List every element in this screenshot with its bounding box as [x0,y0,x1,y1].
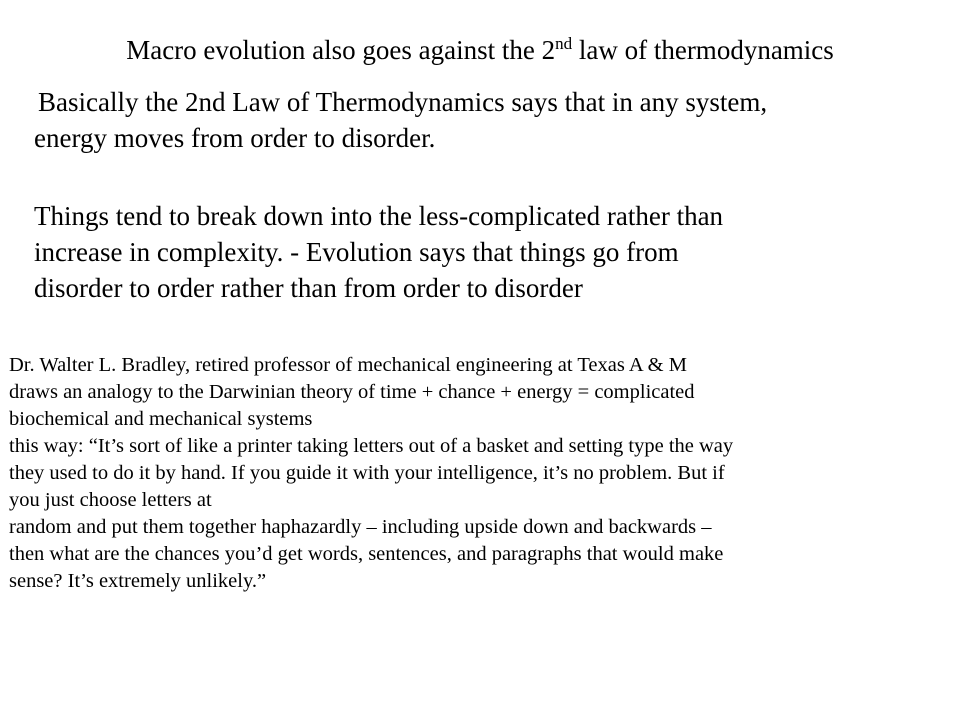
quote-line: sense? It’s extremely unlikely.” [9,570,267,592]
quote-line: then what are the chances you’d get words, sentences, and paragraphs that would make [9,543,724,565]
quote-line: they used to do it by hand. If you guide it with your intelligence, it’s no problem. But if [9,462,725,484]
slide-title [0,32,960,68]
slide-title-ordinal-superscript: nd [555,34,573,53]
quote-line: random and put them together haphazardly – including upside down and backwards – [9,516,712,538]
slide-title-text-end: law of thermodynamics [572,35,834,65]
paragraph-evolution-claim [34,198,934,306]
quote-line: biochemical and mechanical systems [9,408,313,430]
paragraph-second-law [34,84,934,156]
paragraph-line: disorder to order rather than from order to disorder [34,273,583,303]
paragraph-line: increase in complexity. - Evolution says that things go from [34,237,679,267]
quote-line: Dr. Walter L. Bradley, retired professor of mechanical engineering at Texas A & M [9,354,687,376]
paragraph-line: energy moves from order to disorder. [34,123,436,153]
slide-title-text: Macro evolution also goes against the 2 [126,35,556,65]
quote-line: this way: “It’s sort of like a printer taking letters out of a basket and setting type the way [9,435,734,457]
quote-line: draws an analogy to the Darwinian theory of time + chance + energy = complicated [9,381,695,403]
bradley-quote [9,352,954,595]
paragraph-line: Basically the 2nd Law of Thermodynamics says that in any system, [38,87,768,117]
paragraph-line: Things tend to break down into the less-complicated rather than [34,201,724,231]
quote-line: you just choose letters at [9,489,212,511]
